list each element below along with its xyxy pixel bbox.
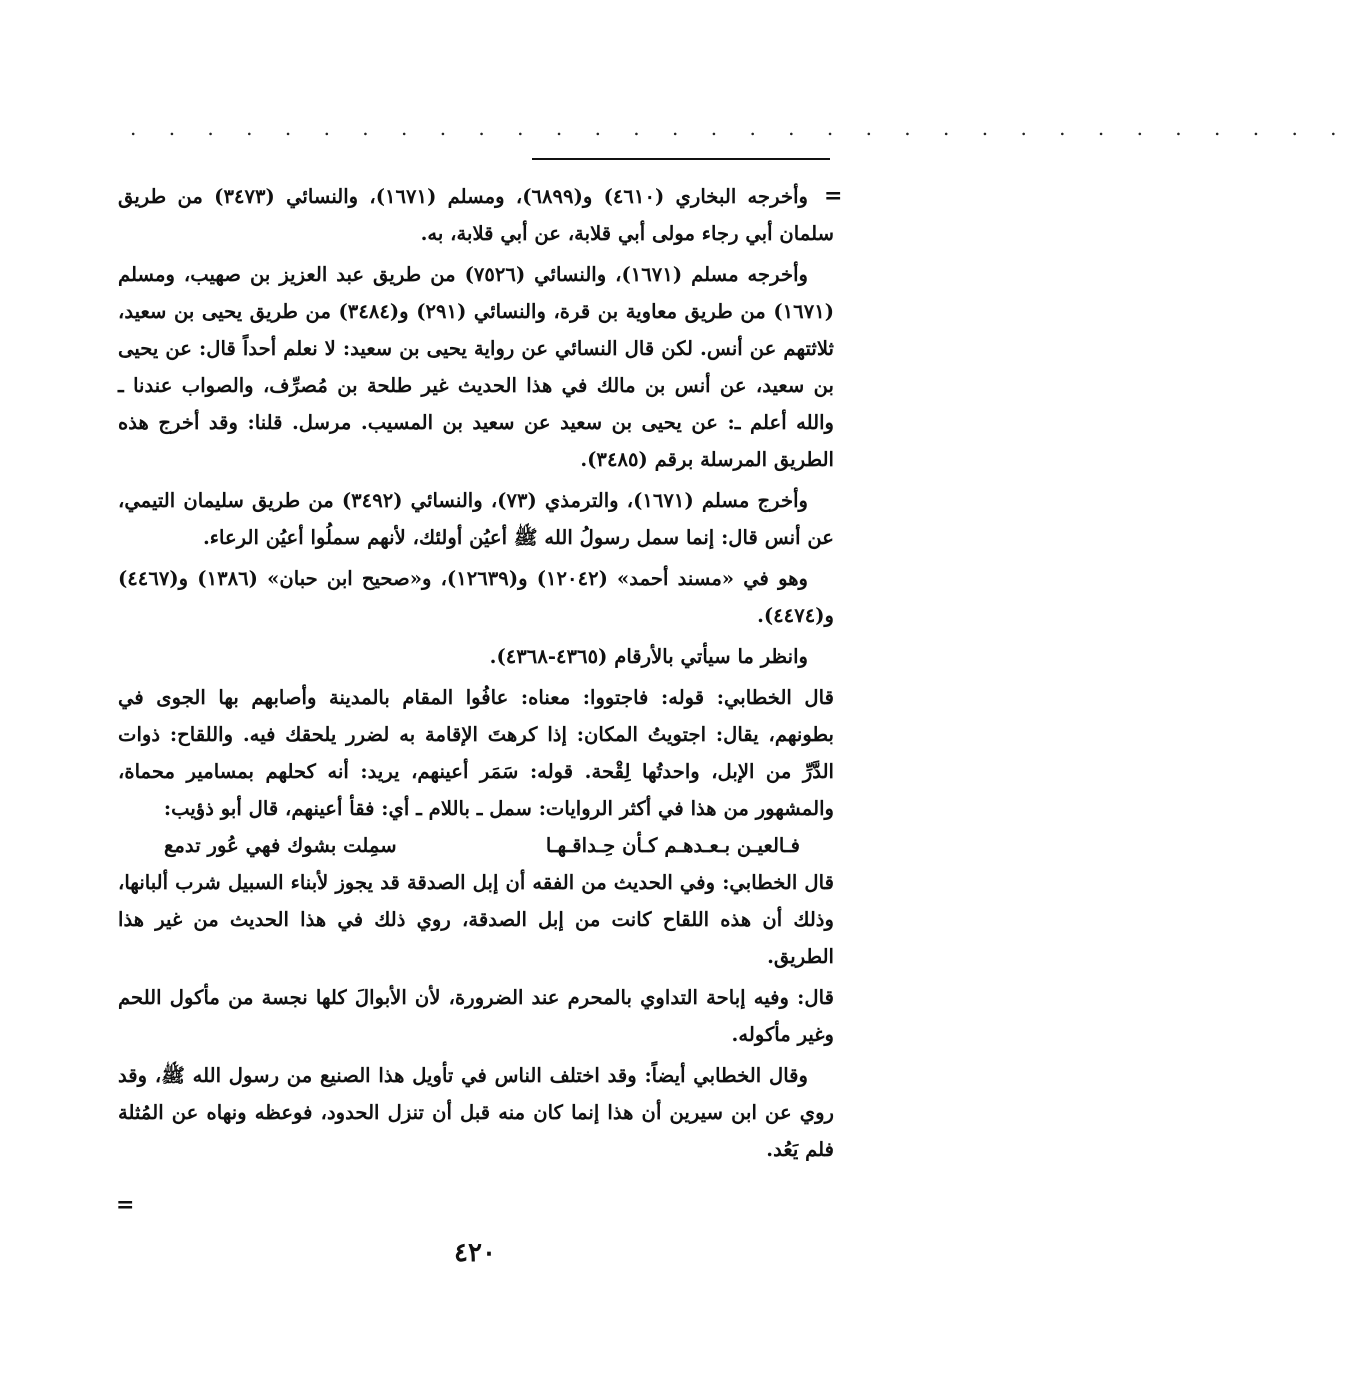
paragraph-sulayman-taymi: وأخرج مسلم (١٦٧١)، والترمذي (٧٣)، والنسائي (٣٤٩٢) من طريق سليمان التيمي، عن أنس قال: إنما سمل رسولُ الله ﷺ أعيُن أولئك، لأنهم سملُوا أعيُن الرعاء. (118, 489, 834, 549)
verse-second-hemistich: سمِلت بشوك فهي عُور تدمع (164, 834, 397, 857)
paragraph-bukhari: وأخرجه البخاري (٤٦١٠) و(٦٨٩٩)، ومسلم (١٦٧١)، والنسائي (٣٤٧٣) من طريق سلمان أبي رجاء مولى أبي قلابة، عن أبي قلابة، به. (118, 185, 834, 245)
dotted-separator: . . . . . . . . . . . . . . . . . . . . . . . . . . . . . . . . (130, 116, 1350, 140)
paragraph-treatment: قال: وفيه إباحة التداوي بالمحرم عند الضرورة، لأن الأبوالَ كلها نجسة من مأكول اللحم وغير مأكوله. (118, 986, 834, 1046)
verse-first-hemistich: فـالعيـن بـعـدهـم كـأن حِـداقـهـا (545, 834, 800, 857)
page-number: ٤٢٠ (454, 1238, 496, 1268)
footnote-body (118, 178, 834, 1168)
paragraph-see-also: وانظر ما سيأتي بالأرقام (٤٣٦٥-٤٣٦٨). (489, 645, 808, 668)
paragraph-muslim-routes: وأخرجه مسلم (١٦٧١)، والنسائي (٧٥٢٦) من طريق عبد العزيز بن صهيب، ومسلم (١٦٧١) من طريق معاوية بن قرة، والنسائي (٢٩١) و(٣٤٨٤) من طريق يحيى بن سعيد، ثلاثتهم عن أنس. لكن قال النسائي عن رواية يحيى بن سعيد: لا نعلم أحداً قال: عن يحيى بن سعيد، عن أنس بن مالك في هذا الحديث غير طلحة بن مُصرِّف، والصواب عندنا ـ والله أعلم ـ: عن يحيى بن سعيد عن سعيد بن المسيب. مرسل. قلنا: وقد أخرج هذه الطريق المرسلة برقم (٣٤٨٥). (118, 263, 835, 471)
continuation-mark-top: = (824, 183, 843, 209)
footnote-rule (532, 158, 830, 160)
continuation-mark-bottom: = (116, 1192, 135, 1218)
paragraph-musnad-ahmad: وهو في «مسند أحمد» (١٢٠٤٢) و(١٢٦٣٩)، و«صحيح ابن حبان» (١٣٨٦) و(٤٤٦٧) و(٤٤٧٤). (118, 567, 834, 627)
poetry-verse (118, 827, 834, 864)
paragraph-khattabi-fiqh: قال الخطابي: وفي الحديث من الفقه أن إبل الصدقة قد يجوز لأبناء السبيل شرب ألبانها، وذلك أن هذه اللقاح كانت من إبل الصدقة، روي ذلك في هذا الحديث من غير هذا الطريق. (118, 871, 834, 968)
paragraph-khattabi-commentary: قال الخطابي: قوله: فاجتووا: معناه: عافُوا المقام بالمدينة وأصابهم بها الجوى في بطونهم، يقال: اجتويتُ المكان: إذا كرهتَ الإقامة به لضرر يلحقك فيه. واللقاح: ذوات الدَّرِّ من الإبل، واحدتُها لِقْحة. قوله: سَمَر أعينهم، يريد: أنه كحلهم بمسامير محماة، والمشهور من هذا في أكثر الروايات: سمل ـ باللام ـ أي: فقأ أعينهم، قال أبو ذؤيب: (118, 686, 834, 820)
paragraph-khattabi-interpretation: وقال الخطابي أيضاً: وقد اختلف الناس في تأويل هذا الصنيع من رسول الله ﷺ، وقد روي عن ابن سيرين أن هذا إنما كان منه قبل أن تنزل الحدود، فوعظه ونهاه عن المُثلة فلم يَعُد. (118, 1064, 834, 1161)
